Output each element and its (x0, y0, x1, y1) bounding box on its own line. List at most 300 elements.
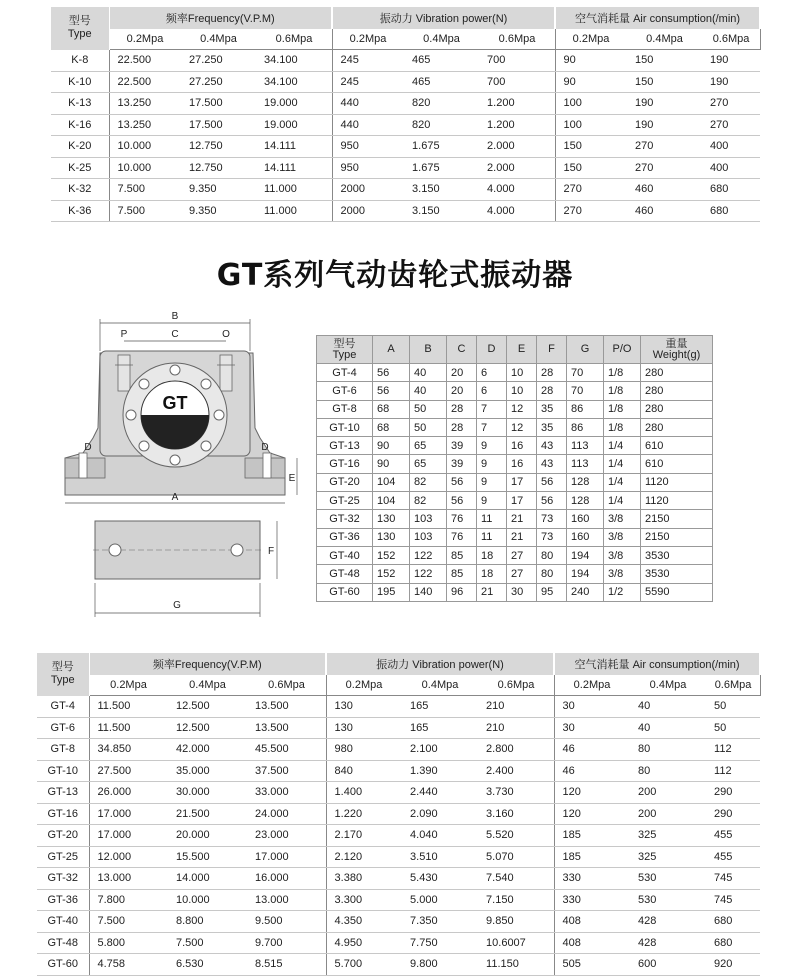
gt-table-value-cell: 408 (554, 911, 630, 933)
dim-value-cell: 9 (477, 492, 507, 510)
k-table-value-cell: 270 (702, 114, 760, 136)
gt-table-value-cell: 330 (554, 868, 630, 890)
gt-table-model-cell: GT-25 (37, 846, 89, 868)
gt-table-value-cell: 10.6007 (478, 932, 554, 954)
dim-value-cell: 130 (373, 528, 410, 546)
gt-table-header-row-groups (37, 653, 760, 675)
k-table-row (51, 114, 760, 136)
k-table-pressure-header: 0.6Mpa (702, 29, 760, 50)
gt-table-value-cell: 290 (706, 803, 760, 825)
dim-row (317, 510, 713, 528)
k-table-value-cell: 270 (555, 200, 627, 222)
k-table-value-cell: 270 (702, 93, 760, 115)
k-table-value-cell: 150 (555, 136, 627, 158)
k-table-value-cell: 10.000 (109, 136, 181, 158)
gt-table-row (37, 868, 760, 890)
gt-table-value-cell: 13.500 (247, 717, 326, 739)
k-table-value-cell: 270 (627, 157, 702, 179)
k-table-value-cell: 700 (479, 71, 555, 93)
gt-table-pressure-header: 0.4Mpa (402, 675, 478, 696)
gt-table-value-cell: 4.758 (89, 954, 168, 976)
dim-value-cell: 103 (410, 528, 447, 546)
gt-table-row (37, 760, 760, 782)
dim-value-cell: 7 (477, 400, 507, 418)
k-table-value-cell: 11.000 (256, 179, 332, 201)
k-table-value-cell: 4.000 (479, 179, 555, 201)
gt-table-model-cell: GT-10 (37, 760, 89, 782)
dim-value-cell: 20 (447, 364, 477, 382)
dim-value-cell: 280 (641, 364, 713, 382)
dim-value-cell: 6 (477, 382, 507, 400)
gt-table-value-cell: 210 (478, 717, 554, 739)
gt-table-value-cell: 17.000 (89, 825, 168, 847)
gt-table-value-cell: 2.120 (326, 846, 402, 868)
dim-value-cell: 7 (477, 418, 507, 436)
k-table-value-cell: 440 (332, 93, 404, 115)
dim-value-cell: 195 (373, 583, 410, 601)
dim-value-cell: 20 (447, 382, 477, 400)
gt-table-value-cell: 14.000 (168, 868, 247, 890)
gt-table-value-cell: 7.350 (402, 911, 478, 933)
dim-value-cell: 28 (447, 400, 477, 418)
gt-table-model-cell: GT-4 (37, 696, 89, 718)
dim-value-cell: 70 (567, 382, 604, 400)
dim-value-cell: 280 (641, 400, 713, 418)
gt-table-value-cell: 7.500 (89, 911, 168, 933)
gt-table-row (37, 803, 760, 825)
k-table-value-cell: 17.500 (181, 93, 256, 115)
dim-row (317, 364, 713, 382)
dim-model-cell: GT-60 (317, 583, 373, 601)
dim-value-cell: 30 (507, 583, 537, 601)
dim-value-cell: 280 (641, 382, 713, 400)
gt-table-value-cell: 7.150 (478, 889, 554, 911)
dim-value-cell: 16 (507, 437, 537, 455)
k-table-value-cell: 245 (332, 50, 404, 72)
k-table-row (51, 93, 760, 115)
k-table-value-cell: 190 (627, 93, 702, 115)
gt-table-value-cell: 46 (554, 760, 630, 782)
dim-value-cell: 128 (567, 473, 604, 491)
dim-value-cell: 68 (373, 400, 410, 418)
k-table-value-cell: 400 (702, 157, 760, 179)
k-table-value-cell: 245 (332, 71, 404, 93)
dim-value-cell: 96 (447, 583, 477, 601)
dim-model-cell: GT-48 (317, 565, 373, 583)
k-table-value-cell: 1.200 (479, 93, 555, 115)
gt-table-value-cell: 165 (402, 696, 478, 718)
gt-table-row (37, 911, 760, 933)
dim-value-cell: 80 (537, 565, 567, 583)
gt-table-value-cell: 21.500 (168, 803, 247, 825)
dim-model-cell: GT-40 (317, 546, 373, 564)
dim-value-cell: 152 (373, 565, 410, 583)
k-table-value-cell: 17.500 (181, 114, 256, 136)
gt-table-value-cell: 290 (706, 782, 760, 804)
k-table-row (51, 200, 760, 222)
gt-table-row (37, 696, 760, 718)
k-table-row (51, 71, 760, 93)
dim-value-cell: 12 (507, 400, 537, 418)
dim-column-header: D (477, 336, 507, 364)
gt-table-value-cell: 3.510 (402, 846, 478, 868)
k-table-value-cell: 14.111 (256, 157, 332, 179)
dim-label-d-left: D (84, 442, 92, 453)
k-table-value-cell: 100 (555, 114, 627, 136)
dim-row (317, 583, 713, 601)
dim-value-cell: 104 (373, 492, 410, 510)
gt-table-value-cell: 12.500 (168, 696, 247, 718)
k-table-value-cell: 27.250 (181, 50, 256, 72)
gt-table-value-cell: 3.160 (478, 803, 554, 825)
k-table-value-cell: 150 (627, 50, 702, 72)
k-table-value-cell: 90 (555, 71, 627, 93)
dim-value-cell: 3/8 (604, 510, 641, 528)
k-table-model-cell: K-16 (51, 114, 109, 136)
dim-value-cell: 2150 (641, 510, 713, 528)
gt-table-value-cell: 11.150 (478, 954, 554, 976)
gt-table-value-cell: 980 (326, 739, 402, 761)
dim-value-cell: 1120 (641, 473, 713, 491)
k-table-value-cell: 270 (555, 179, 627, 201)
gt-table-value-cell: 46 (554, 739, 630, 761)
dim-value-cell: 3530 (641, 546, 713, 564)
k-table-value-cell: 12.750 (181, 157, 256, 179)
dim-row (317, 473, 713, 491)
k-table-value-cell: 270 (627, 136, 702, 158)
gt-table-value-cell: 9.500 (247, 911, 326, 933)
gt-table-value-cell: 2.100 (402, 739, 478, 761)
k-table-value-cell: 22.500 (109, 71, 181, 93)
dim-value-cell: 9 (477, 437, 507, 455)
dim-value-cell: 610 (641, 437, 713, 455)
k-table-value-cell: 27.250 (181, 71, 256, 93)
k-table-value-cell: 190 (702, 50, 760, 72)
gt-table-pressure-header: 0.4Mpa (630, 675, 706, 696)
dim-value-cell: 104 (373, 473, 410, 491)
k-table-value-cell: 2000 (332, 179, 404, 201)
gt-table-value-cell: 8.515 (247, 954, 326, 976)
k-table-pressure-header: 0.4Mpa (181, 29, 256, 50)
dim-value-cell: 43 (537, 455, 567, 473)
dim-value-cell: 35 (537, 418, 567, 436)
k-table-value-cell: 150 (555, 157, 627, 179)
dim-value-cell: 610 (641, 455, 713, 473)
dim-value-cell: 280 (641, 418, 713, 436)
dim-label-o: O (222, 329, 230, 340)
gt-table-value-cell: 210 (478, 696, 554, 718)
gt-table-pressure-header: 0.6Mpa (706, 675, 760, 696)
gt-table-pressure-header: 0.4Mpa (168, 675, 247, 696)
dim-value-cell: 18 (477, 546, 507, 564)
dim-value-cell: 122 (410, 565, 447, 583)
dim-value-cell: 56 (373, 382, 410, 400)
k-table-model-cell: K-8 (51, 50, 109, 72)
dim-column-header: P/O (604, 336, 641, 364)
dim-column-header: F (537, 336, 567, 364)
dim-value-cell: 9 (477, 473, 507, 491)
gt-table-value-cell: 11.500 (89, 717, 168, 739)
gt-table-value-cell: 2.400 (478, 760, 554, 782)
gt-table-value-cell: 2.800 (478, 739, 554, 761)
dim-value-cell: 122 (410, 546, 447, 564)
k-table-value-cell: 2.000 (479, 136, 555, 158)
dim-column-header: 型号 Type (317, 336, 373, 364)
dim-label-c: C (171, 329, 179, 340)
gt-table-row (37, 825, 760, 847)
gt-table-value-cell: 185 (554, 846, 630, 868)
k-table-value-cell: 1.675 (404, 136, 479, 158)
dim-column-header: 重量 Weight(g) (641, 336, 713, 364)
gt-dimension-table (316, 335, 713, 602)
k-table-value-cell: 680 (702, 200, 760, 222)
dim-label-e: E (288, 473, 296, 484)
dim-model-cell: GT-36 (317, 528, 373, 546)
dim-value-cell: 103 (410, 510, 447, 528)
k-table-value-cell: 11.000 (256, 200, 332, 222)
dim-column-header: E (507, 336, 537, 364)
k-table-value-cell: 465 (404, 71, 479, 93)
gt-table-pressure-header: 0.6Mpa (478, 675, 554, 696)
k-table-model-cell: K-25 (51, 157, 109, 179)
gt-table-value-cell: 2.090 (402, 803, 478, 825)
gt-table-value-cell: 2.440 (402, 782, 478, 804)
dim-value-cell: 3/8 (604, 546, 641, 564)
k-table-value-cell: 10.000 (109, 157, 181, 179)
gt-table-value-cell: 1.220 (326, 803, 402, 825)
gt-table-value-cell: 185 (554, 825, 630, 847)
gt-table-type-header: 型号 Type (37, 653, 89, 696)
section-title: GT系列气动齿轮式振动器 (216, 258, 574, 293)
k-table-value-cell: 9.350 (181, 179, 256, 201)
k-table-pressure-header: 0.4Mpa (404, 29, 479, 50)
dim-value-cell: 194 (567, 546, 604, 564)
dim-value-cell: 82 (410, 473, 447, 491)
dim-value-cell: 56 (373, 364, 410, 382)
dim-value-cell: 3/8 (604, 565, 641, 583)
gt-table-model-cell: GT-8 (37, 739, 89, 761)
k-table-model-cell: K-36 (51, 200, 109, 222)
k-table-value-cell: 190 (702, 71, 760, 93)
gt-table-value-cell: 840 (326, 760, 402, 782)
dim-value-cell: 1/8 (604, 364, 641, 382)
k-table-value-cell: 22.500 (109, 50, 181, 72)
k-table-value-cell: 13.250 (109, 93, 181, 115)
dim-value-cell: 56 (447, 473, 477, 491)
dim-value-cell: 90 (373, 437, 410, 455)
gt-table-value-cell: 120 (554, 803, 630, 825)
k-table-value-cell: 465 (404, 50, 479, 72)
dim-model-cell: GT-20 (317, 473, 373, 491)
dim-value-cell: 160 (567, 528, 604, 546)
dim-value-cell: 28 (537, 364, 567, 382)
k-table-value-cell: 950 (332, 136, 404, 158)
dim-value-cell: 16 (507, 455, 537, 473)
k-table-value-cell: 400 (702, 136, 760, 158)
gt-table-value-cell: 30.000 (168, 782, 247, 804)
k-table-value-cell: 1.675 (404, 157, 479, 179)
dim-value-cell: 85 (447, 546, 477, 564)
dim-value-cell: 65 (410, 437, 447, 455)
dim-value-cell: 21 (507, 528, 537, 546)
gt-table-model-cell: GT-48 (37, 932, 89, 954)
gt-table-value-cell: 408 (554, 932, 630, 954)
dim-value-cell: 68 (373, 418, 410, 436)
gt-table-row (37, 717, 760, 739)
k-table-value-cell: 9.350 (181, 200, 256, 222)
gt-table-group-header: 空气消耗量 Air consumption(/min) (554, 653, 760, 675)
dim-value-cell: 1120 (641, 492, 713, 510)
gt-table-value-cell: 50 (706, 696, 760, 718)
gt-table-value-cell: 4.040 (402, 825, 478, 847)
gt-table-value-cell: 745 (706, 868, 760, 890)
dim-value-cell: 70 (567, 364, 604, 382)
dim-value-cell: 140 (410, 583, 447, 601)
k-table-pressure-header: 0.6Mpa (256, 29, 332, 50)
gt-table-value-cell: 165 (402, 717, 478, 739)
k-table-value-cell: 820 (404, 93, 479, 115)
gt-table-value-cell: 42.000 (168, 739, 247, 761)
dim-model-cell: GT-13 (317, 437, 373, 455)
gt-series-performance-table (37, 653, 761, 976)
gt-table-pressure-header: 0.6Mpa (247, 675, 326, 696)
dim-row (317, 418, 713, 436)
dim-value-cell: 1/4 (604, 473, 641, 491)
dim-value-cell: 113 (567, 455, 604, 473)
dim-value-cell: 35 (537, 400, 567, 418)
dim-label-g: G (173, 600, 181, 611)
gt-vibrator-drawing (55, 303, 315, 623)
k-table-value-cell: 950 (332, 157, 404, 179)
dim-value-cell: 73 (537, 510, 567, 528)
dim-value-cell: 1/8 (604, 400, 641, 418)
dim-model-cell: GT-32 (317, 510, 373, 528)
k-table-pressure-header: 0.6Mpa (479, 29, 555, 50)
gt-table-value-cell: 11.500 (89, 696, 168, 718)
gt-table-model-cell: GT-20 (37, 825, 89, 847)
gt-table-row (37, 846, 760, 868)
dim-value-cell: 76 (447, 528, 477, 546)
gt-table-value-cell: 13.500 (247, 696, 326, 718)
k-table-value-cell: 820 (404, 114, 479, 136)
gt-table-group-header: 频率Frequency(V.P.M) (89, 653, 326, 675)
k-table-value-cell: 7.500 (109, 179, 181, 201)
gt-table-value-cell: 24.000 (247, 803, 326, 825)
dim-value-cell: 1/2 (604, 583, 641, 601)
gt-table-value-cell: 27.500 (89, 760, 168, 782)
k-table-value-cell: 19.000 (256, 93, 332, 115)
dim-label-b: B (171, 311, 179, 322)
front-view (65, 311, 297, 503)
dim-value-cell: 194 (567, 565, 604, 583)
gt-table-value-cell: 6.530 (168, 954, 247, 976)
gt-table-model-cell: GT-32 (37, 868, 89, 890)
k-table-value-cell: 2000 (332, 200, 404, 222)
dim-value-cell: 3/8 (604, 528, 641, 546)
dim-value-cell: 3530 (641, 565, 713, 583)
gt-table-value-cell: 34.850 (89, 739, 168, 761)
k-table-value-cell: 3.150 (404, 179, 479, 201)
gt-table-group-header: 振动力 Vibration power(N) (326, 653, 554, 675)
dim-label-f: F (267, 546, 275, 557)
gt-table-value-cell: 920 (706, 954, 760, 976)
gt-table-value-cell: 600 (630, 954, 706, 976)
dim-row (317, 437, 713, 455)
dim-value-cell: 10 (507, 382, 537, 400)
gt-table-value-cell: 7.800 (89, 889, 168, 911)
gt-table-value-cell: 12.500 (168, 717, 247, 739)
gt-table-value-cell: 16.000 (247, 868, 326, 890)
gt-table-model-cell: GT-40 (37, 911, 89, 933)
dim-value-cell: 21 (477, 583, 507, 601)
dim-row (317, 382, 713, 400)
dim-value-cell: 56 (447, 492, 477, 510)
gt-table-value-cell: 5.430 (402, 868, 478, 890)
gt-table-value-cell: 15.500 (168, 846, 247, 868)
gt-table-value-cell: 455 (706, 825, 760, 847)
dim-value-cell: 130 (373, 510, 410, 528)
gt-table-value-cell: 40 (630, 696, 706, 718)
dim-value-cell: 10 (507, 364, 537, 382)
dim-value-cell: 21 (507, 510, 537, 528)
dim-value-cell: 86 (567, 418, 604, 436)
gt-table-model-cell: GT-16 (37, 803, 89, 825)
gt-table-value-cell: 4.950 (326, 932, 402, 954)
dim-value-cell: 9 (477, 455, 507, 473)
gt-table-value-cell: 37.500 (247, 760, 326, 782)
dim-value-cell: 80 (537, 546, 567, 564)
k-table-model-cell: K-13 (51, 93, 109, 115)
gt-table-value-cell: 9.850 (478, 911, 554, 933)
dim-value-cell: 56 (537, 492, 567, 510)
dim-value-cell: 40 (410, 382, 447, 400)
k-table-value-cell: 460 (627, 200, 702, 222)
dim-model-cell: GT-8 (317, 400, 373, 418)
k-table-value-cell: 680 (702, 179, 760, 201)
gt-table-value-cell: 17.000 (89, 803, 168, 825)
gt-table-value-cell: 1.390 (402, 760, 478, 782)
dim-value-cell: 95 (537, 583, 567, 601)
k-table-pressure-header: 0.4Mpa (627, 29, 702, 50)
gt-table-value-cell: 112 (706, 739, 760, 761)
dim-label-d-right: D (261, 442, 269, 453)
k-table-value-cell: 150 (627, 71, 702, 93)
gt-table-row (37, 739, 760, 761)
dim-value-cell: 39 (447, 455, 477, 473)
dim-value-cell: 240 (567, 583, 604, 601)
k-table-value-cell: 700 (479, 50, 555, 72)
gt-table-value-cell: 30 (554, 696, 630, 718)
gt-table-model-cell: GT-36 (37, 889, 89, 911)
dim-value-cell: 12 (507, 418, 537, 436)
gt-table-pressure-header: 0.2Mpa (326, 675, 402, 696)
k-table-row (51, 179, 760, 201)
dim-value-cell: 6 (477, 364, 507, 382)
dim-value-cell: 27 (507, 546, 537, 564)
k-table-value-cell: 34.100 (256, 71, 332, 93)
k-table-value-cell: 13.250 (109, 114, 181, 136)
dim-column-header: B (410, 336, 447, 364)
dim-value-cell: 43 (537, 437, 567, 455)
dim-row (317, 400, 713, 418)
dim-value-cell: 50 (410, 400, 447, 418)
gt-table-value-cell: 428 (630, 911, 706, 933)
gt-table-value-cell: 330 (554, 889, 630, 911)
gt-table-value-cell: 5.700 (326, 954, 402, 976)
k-table-row (51, 136, 760, 158)
logo-text: GT (162, 393, 188, 413)
dim-value-cell: 11 (477, 510, 507, 528)
